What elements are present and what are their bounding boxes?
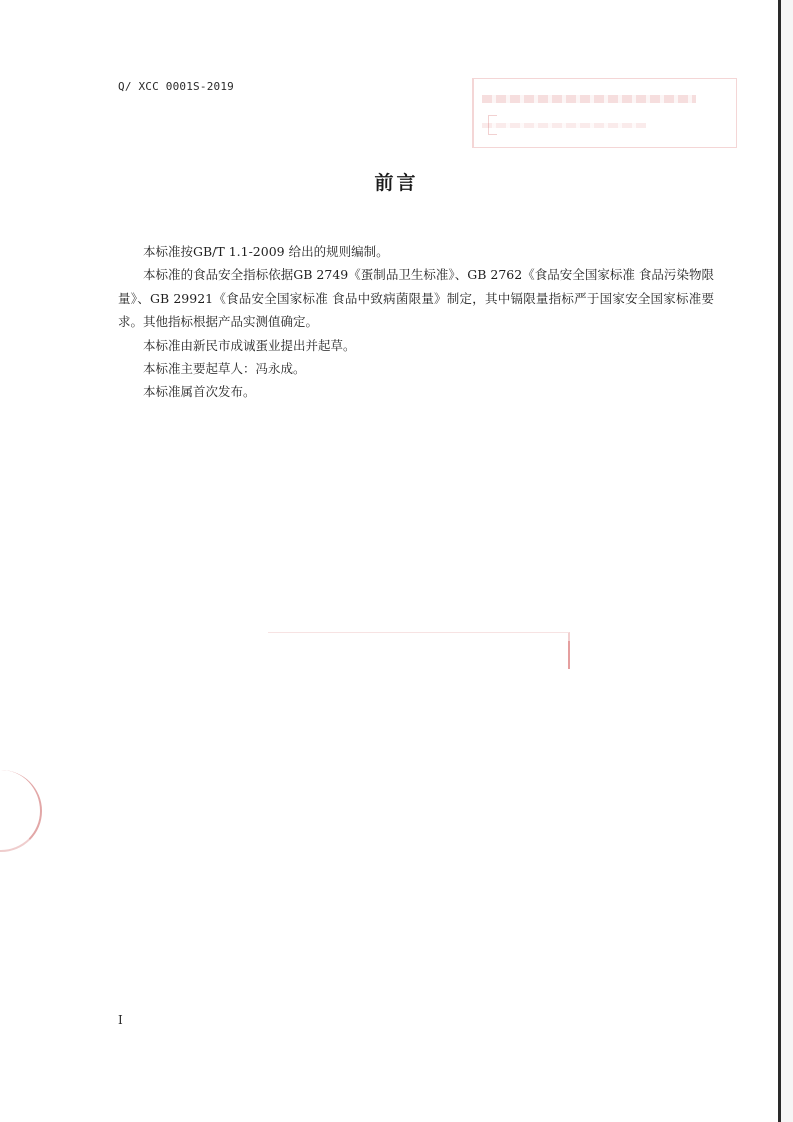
page-number: I xyxy=(118,1013,123,1027)
paragraph: 本标准按GB/T 1.1-2009 给出的规则编制。 xyxy=(143,244,389,259)
red-stamp-middle xyxy=(268,632,570,669)
paragraph: 本标准属首次发布。 xyxy=(143,384,256,400)
red-stamp-top xyxy=(472,78,737,148)
seal-edge-arc xyxy=(0,770,42,852)
document-code: Q/ XCC 0001S-2019 xyxy=(118,80,234,93)
paragraph: 本标准由新民市成诚蛋业提出并起草。 xyxy=(143,337,356,353)
foreword-body xyxy=(118,240,714,404)
stamp-text-blur xyxy=(482,95,696,103)
page-title: 前言 xyxy=(374,172,419,194)
paragraph: 本标准主要起草人：冯永成。 xyxy=(143,361,306,377)
stamp-text-blur xyxy=(482,123,646,128)
paragraph: 本标准的食品安全指标依据GB 2749《蛋制品卫生标准》、GB 2762《食品安全国家标准 食品污染物限量》、GB 29921《食品安全国家标准 食品中致病菌限量》制定，其中镉限量指标严于国家安全国家标准要求。其他指标根据产品实测值确定。 xyxy=(118,267,714,330)
stamp-mark xyxy=(568,641,570,669)
